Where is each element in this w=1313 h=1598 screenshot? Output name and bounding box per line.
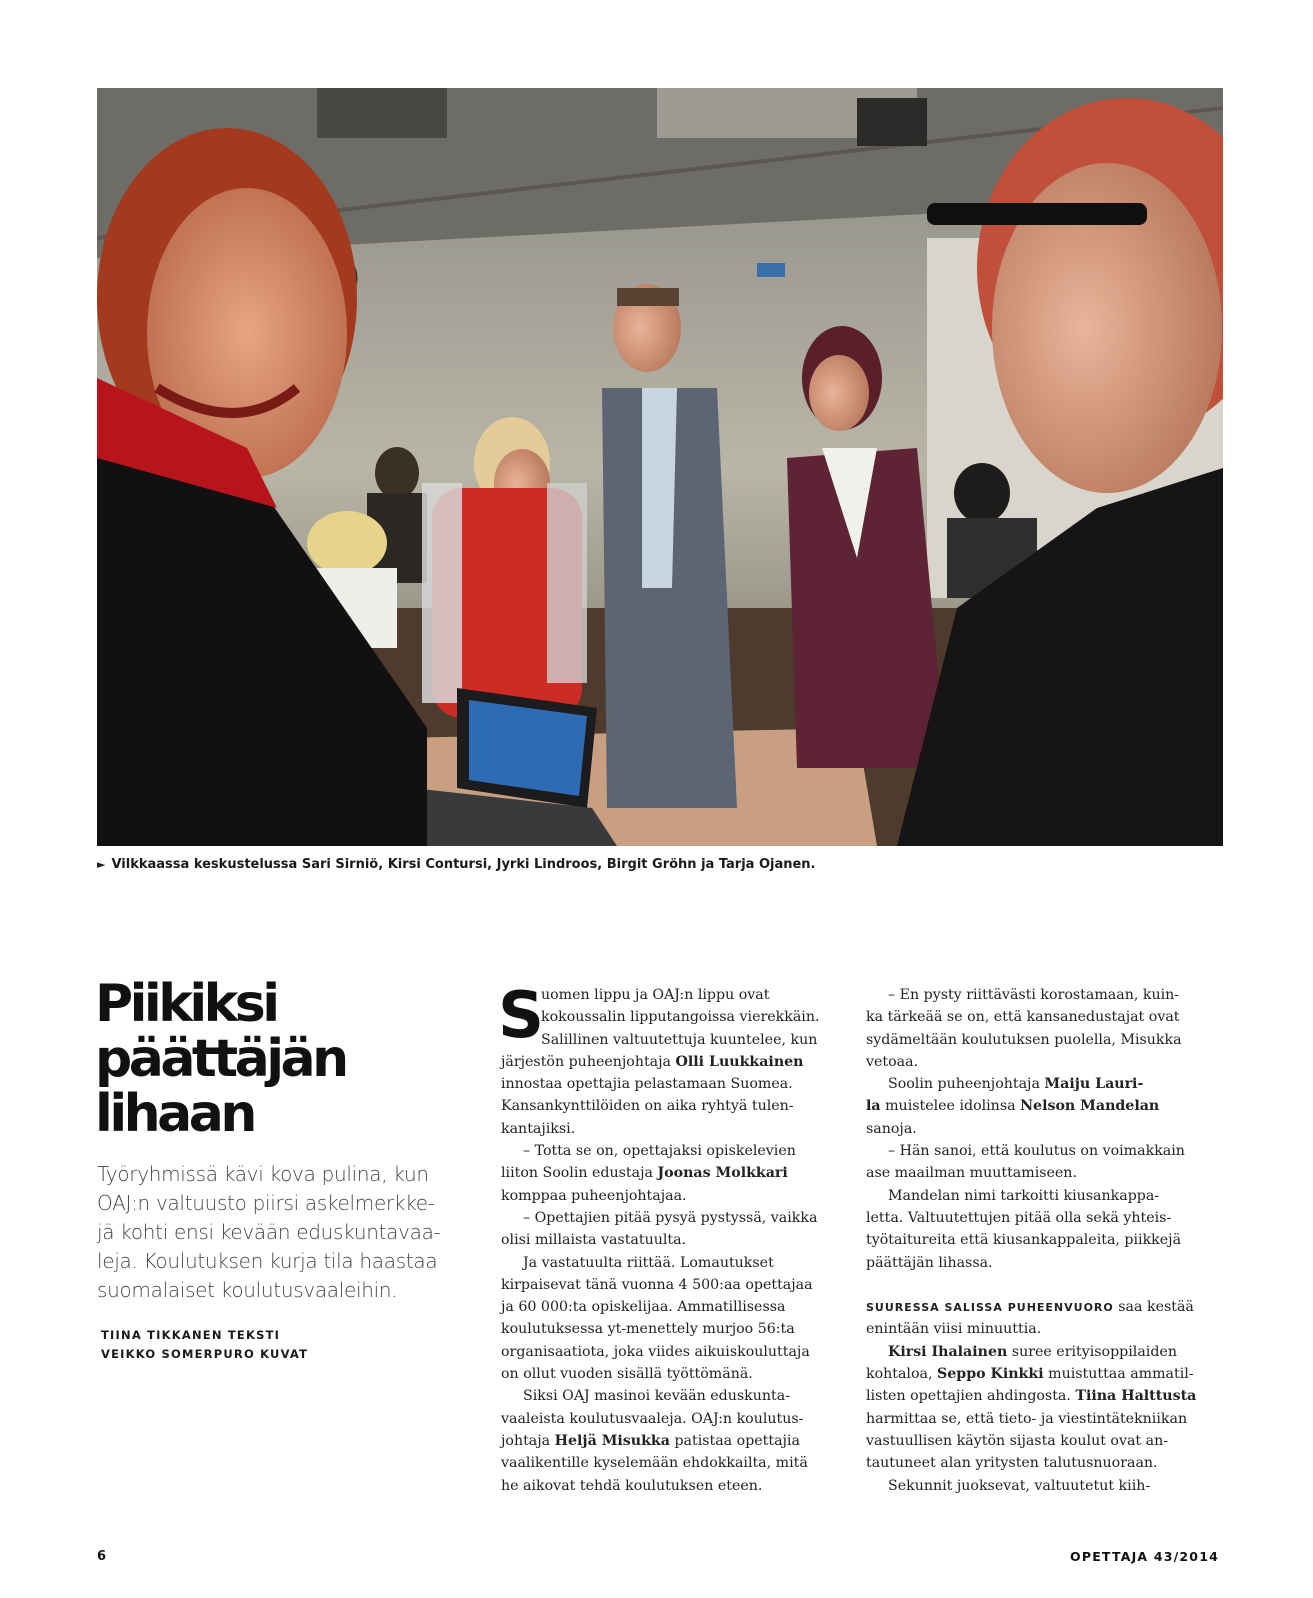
body-text: Soolin puheenjohtaja xyxy=(888,1076,1045,1093)
body-line xyxy=(866,1385,1211,1407)
photo-caption xyxy=(97,857,1223,872)
body-line: kantajiksi. xyxy=(501,1120,576,1137)
body-text: johtaja xyxy=(501,1432,555,1449)
body-line: Mandelan nimi tarkoitti kiusankappa- xyxy=(888,1187,1160,1204)
person-name: Heljä Misukka xyxy=(554,1432,670,1449)
lead-line: jä kohti ensi kevään eduskuntavaa- xyxy=(97,1220,441,1244)
body-line: Kansankynttilöiden on aika ryhtyä tulen- xyxy=(501,1098,794,1115)
photo-caption-text: Vilkkaassa keskustelussa Sari Sirniö, Kirsi Contursi, Jyrki Lindroos, Birgit Gröhn ja Tarja Ojanen. xyxy=(111,857,816,872)
body-line: – Opettajien pitää pysyä pystyssä, vaikka xyxy=(523,1209,818,1226)
person-name: Seppo Kinkki xyxy=(937,1366,1044,1383)
body-line: työtaitureita että kiusankappaleita, piikkejä xyxy=(866,1232,1182,1249)
body-line xyxy=(501,1051,846,1073)
body-column-1 xyxy=(498,979,846,1497)
body-line: Siksi OAJ masinoi kevään eduskunta- xyxy=(523,1388,791,1405)
body-line xyxy=(866,1073,1211,1095)
body-text: muistuttaa ammatil- xyxy=(1043,1366,1194,1383)
body-line: he aikovat tehdä koulutuksen eteen. xyxy=(501,1477,763,1494)
body-text: muistelee idolinsa xyxy=(880,1098,1021,1115)
body-text: kohtaloa, xyxy=(866,1366,937,1383)
article-headline xyxy=(95,974,455,1144)
paragraph-spacer xyxy=(866,1274,1211,1296)
body-line: uomen lippu ja OAJ:n lippu ovat xyxy=(541,987,770,1003)
lead-line: suomalaiset koulutusvaaleihin. xyxy=(97,1278,398,1302)
article-photo xyxy=(97,88,1223,846)
body-line: sydämeltään koulutuksen puolella, Misukka xyxy=(866,1031,1182,1048)
body-text: liiton Soolin edustaja xyxy=(501,1165,658,1182)
body-line: – En pysty riittävästi korostamaan, kuin- xyxy=(888,987,1180,1003)
headline-line-3: lihaan xyxy=(95,1084,254,1144)
body-line: sanoja. xyxy=(866,1120,917,1137)
body-line: vetoaa. xyxy=(866,1053,919,1070)
person-name: Kirsi Ihalainen xyxy=(888,1343,1008,1360)
body-line: kokoussalin lipputangoissa vierekkäin. xyxy=(541,1009,820,1026)
body-line xyxy=(501,1430,846,1452)
body-line: Sekunnit juoksevat, valtuutetut kiih- xyxy=(888,1477,1151,1494)
body-line xyxy=(866,1095,1211,1117)
body-line: vastuullisen käytön sijasta koulut ovat an- xyxy=(866,1432,1169,1449)
body-line xyxy=(501,1162,846,1184)
body-line: tautuneet alan yritysten talutusnuoraan. xyxy=(866,1455,1158,1472)
body-text: järjestön puheenjohtaja xyxy=(501,1053,676,1070)
body-line xyxy=(866,1341,1211,1363)
body-line: enintään viisi minuuttia. xyxy=(866,1321,1042,1338)
headline-line-2: päättäjän xyxy=(95,1029,346,1089)
person-name: Tiina Halttusta xyxy=(1075,1388,1197,1405)
page-number: 6 xyxy=(97,1549,107,1564)
body-text: saa kestää xyxy=(1113,1299,1194,1316)
body-line: Salillinen valtuutettuja kuuntelee, kun xyxy=(541,1031,818,1048)
body-line: organisaatiota, joka viides aikuiskouluttaja xyxy=(501,1343,810,1360)
body-line: Ja vastatuulta riittää. Lomautukset xyxy=(523,1254,774,1271)
body-line: kirpaisevat tänä vuonna 4 500:aa opettajaa xyxy=(501,1276,813,1293)
lead-line: leja. Koulutuksen kurja tila haastaa xyxy=(97,1249,438,1273)
body-line: harmittaa se, että tieto- ja viestintätekniikan xyxy=(866,1410,1188,1427)
headline-line-1: Piikiksi xyxy=(95,974,277,1034)
article-lead xyxy=(97,1160,457,1305)
person-name: Joonas Molkkari xyxy=(657,1165,788,1182)
body-line: päättäjän lihassa. xyxy=(866,1254,993,1271)
body-line: innostaa opettajia pelastamaan Suomea. xyxy=(501,1076,793,1093)
person-name: Olli Luukkainen xyxy=(675,1053,804,1070)
credit-photographer: VEIKKO SOMERPURO KUVAT xyxy=(101,1347,309,1361)
lead-line: OAJ:n valtuusto piirsi askelmerkke- xyxy=(97,1191,435,1215)
body-line: ka tärkeää se on, että kansanedustajat ovat xyxy=(866,1009,1180,1026)
body-line: ase maailman muuttamiseen. xyxy=(866,1165,1077,1182)
body-text: patistaa opettajia xyxy=(669,1432,800,1449)
body-text: suree erityisoppilaiden xyxy=(1007,1343,1177,1360)
credit-writer: TIINA TIKKANEN TEKSTI xyxy=(101,1328,281,1342)
body-line: – Totta se on, opettajaksi opiskelevien xyxy=(523,1143,796,1160)
body-line: letta. Valtuutettujen pitää olla sekä yhteis- xyxy=(866,1209,1172,1226)
drop-cap: S xyxy=(498,979,545,1053)
body-line: komppaa puheenjohtajaa. xyxy=(501,1187,687,1204)
body-line xyxy=(866,1363,1211,1385)
caption-triangle-icon: ► xyxy=(97,858,106,871)
body-column-2 xyxy=(866,984,1211,1497)
body-text: listen opettajien ahdingosta. xyxy=(866,1388,1076,1405)
person-name: la xyxy=(866,1098,881,1115)
lead-line: Työryhmissä kävi kova pulina, kun xyxy=(97,1162,429,1186)
body-line: ja 60 000:ta opiskelijaa. Ammatillisessa xyxy=(501,1299,786,1316)
body-line: koulutuksessa yt-menettely murjoo 56:ta xyxy=(501,1321,795,1338)
person-name: Nelson Mandelan xyxy=(1020,1098,1160,1115)
body-line xyxy=(866,1296,1211,1318)
photo-group-discussion-image xyxy=(97,88,1223,846)
body-line: – Hän sanoi, että koulutus on voimakkain xyxy=(888,1143,1185,1160)
body-line: vaaleista koulutusvaaleja. OAJ:n koulutus- xyxy=(501,1410,804,1427)
person-name: Maiju Lauri- xyxy=(1044,1076,1144,1093)
body-line: olisi millaista vastatuulta. xyxy=(501,1232,687,1249)
body-line: on ollut vuoden sisällä työttömänä. xyxy=(501,1366,753,1383)
article-credits xyxy=(101,1326,308,1364)
body-line: vaalikentille kyselemään ehdokkailta, mitä xyxy=(501,1455,808,1472)
section-lead-in: SUURESSA SALISSA PUHEENVUORO xyxy=(866,1301,1114,1315)
magazine-issue: OPETTAJA 43/2014 xyxy=(1070,1549,1219,1564)
